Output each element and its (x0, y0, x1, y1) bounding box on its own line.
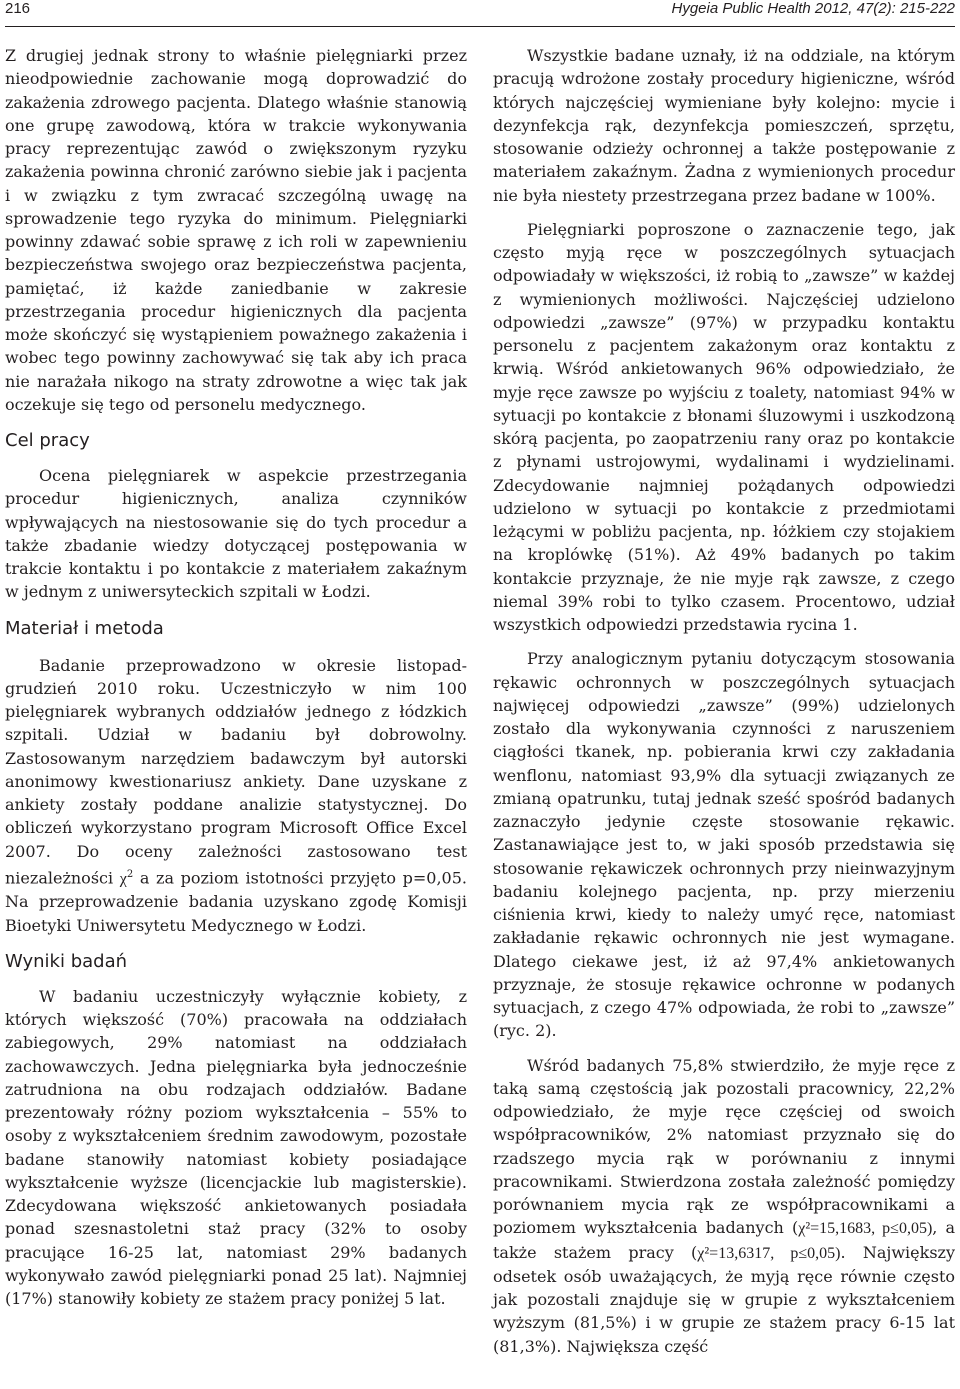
statistic-education: χ²=15,1683, p≤0,05) (798, 1220, 933, 1238)
right-paragraph-4 (493, 1054, 955, 1358)
right-paragraph-4-text-c: . Największy odsetek osób uważających, że myją ręce równie często jak pozostali znajduje się w grupie z wykształceniem wyższym (81,5%) i w grupie ze stażem pracy 6-15 lat (81,3%). Największa część (493, 1242, 956, 1356)
page-number: 216 (5, 0, 31, 17)
material-text-b: a za poziom istotności przyjęto p=0,05. Na przeprowadzenie badania uzyskano zgodę Komisji Bioetyki Uniwersytetu Medycznego w Łodzi. (5, 868, 467, 935)
cel-paragraph: Ocena pielęgniarek w aspekcie przestrzegania procedur higienicznych, analiza czynników wpływających na niestosowanie się do tych procedur a także zbadanie wiedzy dotyczącej postępowania w trakcie kontaktu i po kontakcie z materiałem zakaźnym w jednym z uniwersyteckich szpitali w Łodzi. (5, 466, 467, 602)
running-header (5, 0, 955, 27)
wyniki-paragraph: W badaniu uczestniczyły wyłącznie kobiety, z których większość (70%) pracowała na oddziałach zabiegowych, 29% natomiast na oddziałach zachowawczych. Jedna pielęgniarka była jednocześnie zatrudniona na obu rodzajach oddziałów. Badane prezentowały różny poziom wykształcenia – 55% to osoby z wykształceniem średnim zawodowym, pozostałe badane stanowiły natomiast kobiety posiadające wykształcenie wyższe (licencjackie lub magisterskie). Zdecydowana większość ankietowanych posiadała ponad szesnastoletni staż pracy (32% to osoby pracujące 16-25 lat, natomiast 29% badanych wykonywało zawód pielęgniarki ponad 25 lat). Najmniej (17%) stanowiły kobiety ze stażem pracy poniżej 5 lat. (5, 986, 467, 1309)
chi-symbol: χ (119, 870, 127, 888)
statistic-seniority: χ²=13,6317, p≤0,05) (697, 1244, 841, 1262)
section-heading-wyniki: Wyniki badań (5, 950, 128, 972)
right-paragraph-3: Przy analogicznym pytaniu dotyczącym stosowania rękawic ochronnych w poszczególnych sytuacjach najwięcej odpowiedzi „zawsze” (99%) udzielonych zostało dla wykonywania czynności z naruszeniem ciągłości tkanek, np. pobierania krwi czy zakładania wenflonu, natomiast 93,9% dla sytuacji związanych ze zmianą opatrunku, tutaj jednak sześć spośród badanych zaznaczyło jedynie częste stosowanie rękawic. Zastanawiające jest to, w jaki sposób przedstawia się stosowanie rękawiczek ochronnych przy nieinwazyjnym badaniu kolejnego pacjenta, np. przy mierzeniu ciśnienia krwi, kiedy to należy umyć ręce, natomiast zakładanie rękawic ochronnych nie jest wymagane. Dlatego ciekawe jest, iż aż 97,4% ankietowanych przyznaje, że stosuje rękawice ochronne w podanych sytuacjach, z czego 47% odpowiada, że robi to „zawsze” (ryc. 2). (493, 649, 955, 1041)
chi-superscript: 2 (126, 868, 134, 880)
intro-paragraph: Z drugiej jednak strony to właśnie pielęgniarki przez nieodpowiednie zachowanie mogą doprowadzić do zakażenia zdrowego pacjenta. Dlatego właśnie stanowią one grupę zawodową, która w trakcie wykonywania pracy reprezentując zawód o zwiększonym ryzyku zakażenia powinna chronić zarówno siebie jak i pacjenta i w związku z tym zwracać szczególną uwagę na sprowadzenie tego ryzyka do minimum. Pielęgniarki powinny zdawać sobie sprawę z ich roli w zapewnieniu bezpieczeństwa swojego oraz bezpieczeństwa pacjenta, pamiętać, iż każde zaniedbanie w zakresie przestrzegania procedur higienicznych dla pacjenta może skończyć się wystąpieniem poważnego zakażenia i wobec tego powinny zachowywać się tak aby ich praca nie narażała nikogo na straty zdrowotne a więc tak jak oczekuje się tego od personelu medycznego. (5, 46, 467, 414)
section-heading-material: Materiał i metoda (5, 617, 164, 639)
right-column (493, 44, 955, 1358)
left-column (5, 44, 467, 1310)
journal-citation: Hygeia Public Health 2012, 47(2): 215-222 (671, 0, 955, 17)
right-paragraph-2: Pielęgniarki poproszone o zaznaczenie tego, jak często myją ręce w poszczególnych sytuacjach odpowiadały w większości, iż robią to „zawsze” w każdej z wymienionych możliwości. Najczęściej udzielono odpowiedzi „zawsze” (97%) w przypadku kontaktu personelu z pacjentem zakażonym oraz kontaktu z krwią. Wśród ankietowanych 96% odpowiedziało, że myje ręce zawsze po wyjściu z toalety, natomiast 94% w sytuacji po kontakcie z błonami śluzowymi i uszkodzoną skórą pacjenta, po zaopatrzeniu rany oraz po kontakcie z płynami ustrojowymi, wydalinami i wydzielinami. Zdecydowanie najmniej pożądanych odpowiedzi udzielono w sytuacji po kontakcie z przedmiotami leżącymi w pobliżu pacjenta, np. łóżkiem czy stojakiem na kroplówkę (51%). Aż 49% badanych po takim kontakcie przyznaje, że nie myje rąk zawsze, z czego niemal 39% robi to tylko czasem. Procentowo, udział wszystkich odpowiedzi przedstawia rycina 1. (493, 219, 955, 634)
material-text-a: Badanie przeprowadzono w okresie listopad-grudzień 2010 roku. Uczestniczyło w nim 100 pielęgniarek wybranych oddziałów jednego z łódzkich szpitali. Udział w badaniu był dobrowolny. Zastosowanym narzędziem badawczym był autorski anonimowy kwestionariusz ankiety. Dane uzyskane z ankiety zostały poddane analizie statystycznej. Do obliczeń wykorzystano program Microsoft Office Excel 2007. Do oceny zależności zastosowano test niezależności (5, 655, 467, 888)
right-paragraph-4-text-a: Wśród badanych 75,8% stwierdziło, że myje ręce z taką samą częstością jak pozostali pracownicy, 22,2% odpowiedziało, że myje ręce częściej od swoich współpracowników, 2% natomiast przyznało się do rzadszego mycia rąk w porównaniu z innymi pracownikami. Stwierdzona została zależność pomiędzy porównaniem mycia rąk ze współpracownikami a poziomem wykształcenia badanych ( (493, 1055, 955, 1238)
material-paragraph (5, 654, 467, 937)
section-heading-cel: Cel pracy (5, 430, 90, 451)
right-paragraph-4-text-b: , a także stażem pracy ( (493, 1218, 956, 1262)
right-paragraph-1: Wszystkie badane uznały, iż na oddziale, na którym pracują wdrożone zostały procedury higieniczne, wśród których najczęściej wymieniane były kolejno: mycie i dezynfekcja rąk, dezynfekcja pomieszczeń, sprzętu, stosowanie odzieży ochronnej a także postępowanie z materiałem zakaźnym. Żadna z wymienionych procedur nie była niestety przestrzegana przez badane w 100%. (493, 46, 955, 205)
